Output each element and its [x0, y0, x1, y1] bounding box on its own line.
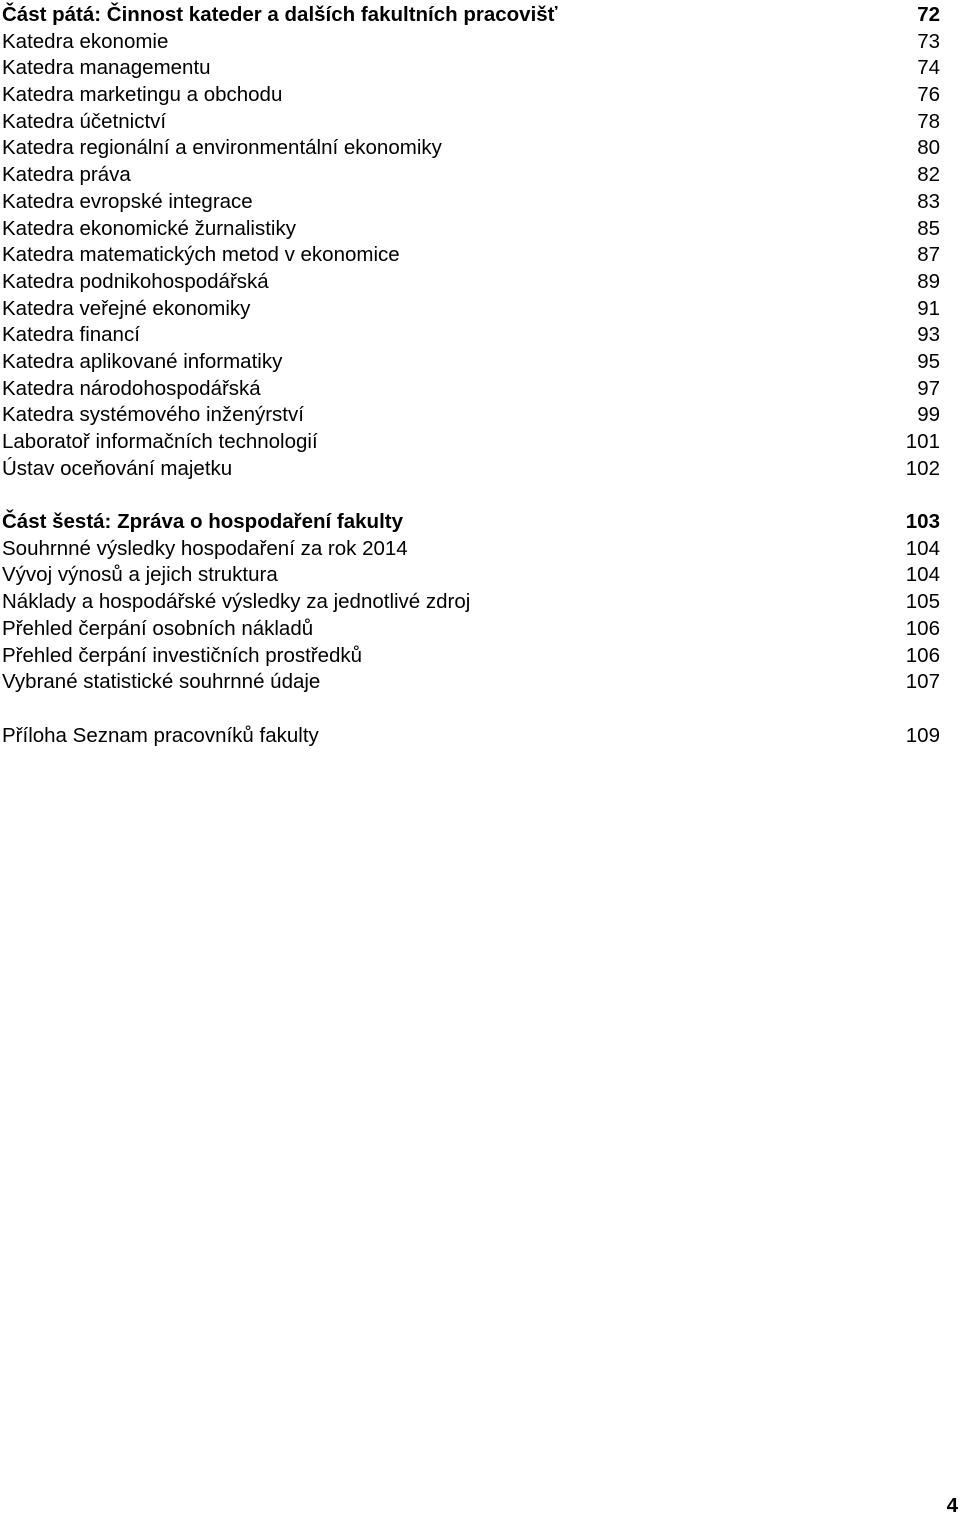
toc-section-part-six: [2, 509, 940, 696]
toc-entry-page: 80: [917, 136, 940, 160]
toc-entry[interactable]: [2, 216, 940, 243]
toc-entry-title: Přehled čerpání osobních nákladů: [2, 616, 314, 640]
toc-entry[interactable]: [2, 82, 940, 109]
toc-heading-title: Část šestá: Zpráva o hospodaření fakulty: [2, 510, 404, 534]
toc-entry[interactable]: [2, 562, 940, 589]
toc-entry[interactable]: [2, 669, 940, 696]
toc-entry-page: 93: [917, 323, 940, 347]
toc-entry[interactable]: [2, 135, 940, 162]
toc-entry-page: 101: [905, 430, 940, 453]
toc-entry[interactable]: [2, 429, 940, 456]
toc-heading-page: 103: [905, 510, 940, 534]
toc-entry-title: Ústav oceňování majetku: [2, 456, 233, 480]
page-number: 4: [946, 1494, 958, 1517]
toc-entry-page: 83: [917, 189, 940, 213]
toc-entry-title: Katedra národohospodářská: [2, 376, 261, 400]
toc-entry[interactable]: [2, 456, 940, 483]
toc-entry-page: 78: [917, 109, 940, 133]
toc-heading[interactable]: [2, 509, 940, 536]
toc-entry-title: Katedra matematických metod v ekonomice: [2, 243, 400, 267]
toc-entry-title: Katedra marketingu a obchodu: [2, 83, 283, 107]
toc-entry[interactable]: [2, 109, 940, 136]
toc-entry-page: 104: [905, 563, 940, 587]
toc-entry-title: Laboratoř informačních technologií: [2, 430, 318, 453]
toc-entry-page: 91: [917, 296, 940, 320]
toc-entry-title: Souhrnné výsledky hospodaření za rok 2014: [2, 536, 408, 560]
table-of-contents: [2, 2, 940, 749]
toc-entry-page: 73: [917, 29, 940, 53]
toc-entry-page: 97: [917, 376, 940, 400]
toc-entry[interactable]: [2, 589, 940, 616]
toc-section-part-five: [2, 2, 940, 482]
toc-entry[interactable]: [2, 402, 940, 429]
toc-entry-title: Vývoj výnosů a jejich struktura: [2, 563, 278, 587]
toc-entry-title: Katedra systémového inženýrství: [2, 403, 304, 427]
toc-entry[interactable]: [2, 616, 940, 643]
toc-entry-title: Katedra aplikované informatiky: [2, 349, 283, 373]
toc-entry[interactable]: [2, 55, 940, 82]
toc-entry-title: Vybrané statistické souhrnné údaje: [2, 670, 321, 694]
toc-entry[interactable]: [2, 349, 940, 376]
toc-entry[interactable]: [2, 723, 940, 750]
toc-entry[interactable]: [2, 269, 940, 296]
toc-entry-page: 106: [905, 616, 940, 640]
toc-entry-page: 95: [917, 349, 940, 373]
toc-entry-title: Katedra evropské integrace: [2, 189, 253, 213]
toc-entry-page: 105: [905, 590, 940, 614]
toc-entry-page: 82: [917, 163, 940, 187]
toc-entry[interactable]: [2, 296, 940, 323]
toc-entry[interactable]: [2, 242, 940, 269]
toc-entry-title: Katedra managementu: [2, 56, 211, 80]
toc-entry[interactable]: [2, 536, 940, 563]
toc-entry-page: 76: [917, 83, 940, 107]
toc-entry-page: 85: [917, 216, 940, 240]
toc-section-appendix: [2, 723, 940, 750]
toc-entry-page: 109: [905, 723, 940, 747]
toc-entry-page: 106: [905, 643, 940, 667]
toc-heading-title: Část pátá: Činnost kateder a dalších fakultních pracovišť: [2, 3, 558, 26]
toc-entry-page: 102: [905, 456, 940, 480]
toc-entry-page: 74: [917, 56, 940, 80]
toc-heading-page: 72: [917, 3, 940, 26]
toc-entry-title: Katedra ekonomie: [2, 29, 169, 53]
toc-entry-page: 104: [905, 536, 940, 560]
toc-entry-title: Katedra ekonomické žurnalistiky: [2, 216, 296, 240]
toc-entry-page: 99: [917, 403, 940, 427]
toc-entry[interactable]: [2, 162, 940, 189]
toc-entry-page: 89: [917, 269, 940, 293]
toc-entry[interactable]: [2, 376, 940, 403]
toc-entry-title: Katedra účetnictví: [2, 109, 167, 133]
toc-entry-title: Příloha Seznam pracovníků fakulty: [2, 723, 319, 747]
toc-entry-title: Katedra podnikohospodářská: [2, 269, 269, 293]
toc-entry[interactable]: [2, 643, 940, 670]
toc-entry[interactable]: [2, 322, 940, 349]
toc-entry-title: Přehled čerpání investičních prostředků: [2, 643, 363, 667]
toc-entry-title: Náklady a hospodářské výsledky za jednotlivé zdroj: [2, 590, 471, 614]
toc-entry[interactable]: [2, 189, 940, 216]
toc-entry[interactable]: [2, 29, 940, 56]
toc-entry-title: Katedra práva: [2, 163, 131, 187]
toc-entry-page: 87: [917, 243, 940, 267]
toc-entry-title: Katedra veřejné ekonomiky: [2, 296, 251, 320]
toc-entry-page: 107: [905, 670, 940, 694]
toc-entry-title: Katedra regionální a environmentální ekonomiky: [2, 136, 442, 160]
toc-heading[interactable]: [2, 2, 940, 29]
toc-entry-title: Katedra financí: [2, 323, 140, 347]
